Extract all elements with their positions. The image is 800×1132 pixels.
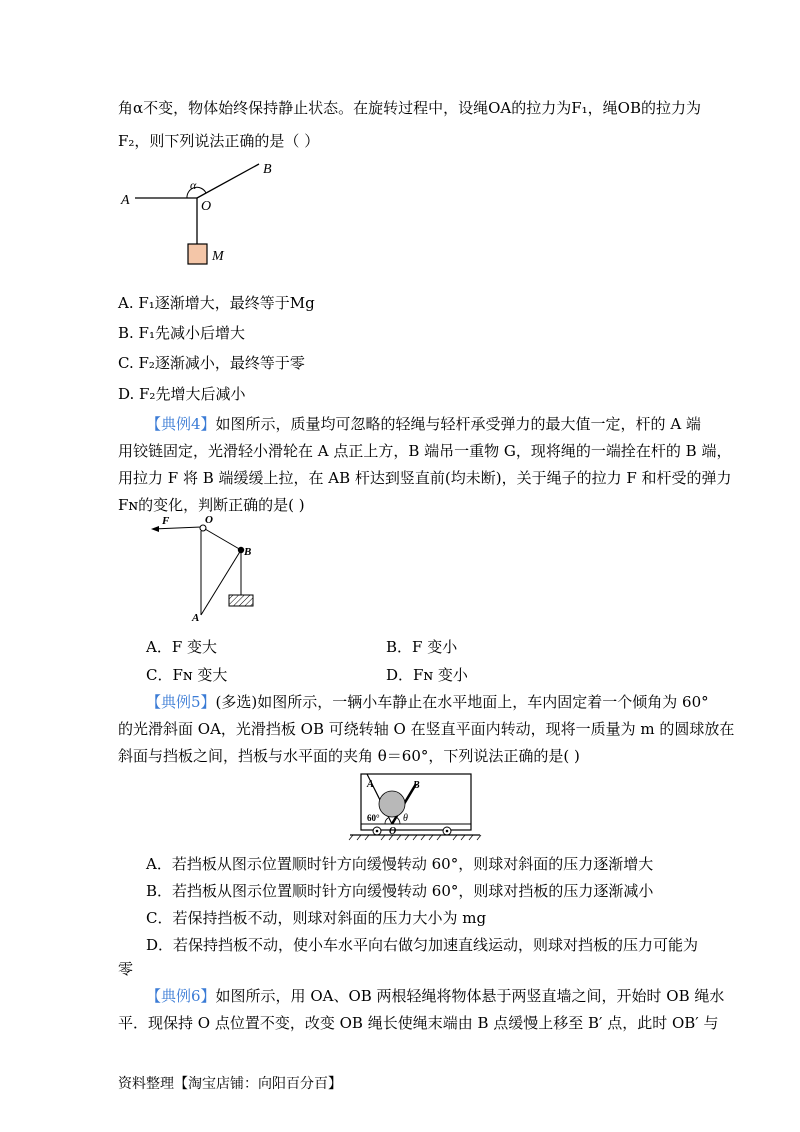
- q5-text-line2: 的光滑斜面 OA，光滑挡板 OB 可绕转轴 O 在竖直平面内转动，现将一质量为 m 的圆球放在: [118, 720, 735, 738]
- q4-option-c: C．Fɴ 变大: [146, 666, 228, 684]
- q5-tag: 【典例5】: [146, 693, 216, 711]
- q5-option-c: C．若保持挡板不动，则球对斜面的压力大小为 mg: [146, 909, 487, 927]
- q5-label-a: A: [367, 779, 374, 790]
- ball: [379, 791, 405, 817]
- q5-text-line3: 斜面与挡板之间，挡板与水平面的夹角 θ＝60°，下列说法正确的是( ): [118, 747, 580, 765]
- q4-text-line1: [146, 413, 701, 435]
- q4-option-d: D．Fɴ 变小: [386, 666, 468, 684]
- q5-option-d: D．若保持挡板不动，使小车水平向右做匀加速直线运动，则球对挡板的压力可能为: [146, 936, 699, 954]
- q4-label-o: O: [205, 514, 213, 526]
- q4-text-line2: 用铰链固定，光滑轻小滑轮在 A 点正上方，B 端吊一重物 G，现将绳的一端拴在杆的 B 端，: [118, 442, 732, 460]
- q5-label-o: O: [389, 826, 397, 837]
- q3-option-a: A. F₁逐渐增大，最终等于Mg: [118, 294, 315, 312]
- q6-tag: 【典例6】: [146, 987, 216, 1005]
- q5-option-b: B．若挡板从图示位置顺时针方向缓慢转动 60°，则球对挡板的压力逐渐减小: [146, 882, 654, 900]
- q3-option-b: B. F₁先减小后增大: [118, 324, 245, 342]
- q3-text-line2: F₂，则下列说法正确的是（ ）: [118, 132, 320, 150]
- q4-option-a: A．F 变大: [146, 638, 218, 656]
- q6-text-line1: [146, 985, 724, 1007]
- q5-label-angle: 60°: [367, 813, 380, 823]
- q4-label-f: F: [162, 515, 170, 527]
- q4-text-line1-body: 如图所示，质量均可忽略的轻绳与轻杆承受弹力的最大值一定，杆的 A 端: [215, 415, 701, 433]
- q5-figure: [345, 768, 485, 843]
- weight-g: [229, 595, 253, 606]
- q3-option-d: D. F₂先增大后减小: [118, 385, 246, 403]
- q5-text-line1: [146, 691, 709, 713]
- q4-option-b: B．F 变小: [386, 638, 458, 656]
- q3-label-alpha: α: [190, 178, 197, 192]
- q3-option-c: C. F₂逐渐减小，最终等于零: [118, 354, 305, 372]
- q6-text-line2: 平．现保持 O 点位置不变，改变 OB 绳长使绳末端由 B 点缓慢上移至 B′ 点，此时 OB′ 与: [118, 1014, 719, 1032]
- q5-label-b: B: [413, 780, 420, 791]
- q4-text-line3: 用拉力 F 将 B 端缓缓上拉，在 AB 杆达到竖直前(均未断)，关于绳子的拉力 F 和杆受的弹力: [118, 469, 732, 487]
- q4-label-a: A: [192, 612, 200, 624]
- q5-label-theta: θ: [403, 813, 408, 824]
- page-footer: 资料整理【淘宝店铺：向阳百分百】: [118, 1076, 342, 1092]
- q3-label-a: A: [121, 193, 130, 208]
- q3-figure: [115, 158, 315, 273]
- q3-label-m: M: [212, 249, 224, 264]
- q5-text-line1-body: (多选)如图所示，一辆小车静止在水平地面上，车内固定着一个倾角为 60°: [215, 693, 709, 711]
- q3-label-o: O: [201, 199, 212, 214]
- mass-block-m: [188, 244, 207, 264]
- q5-option-d-cont: 零: [118, 960, 134, 978]
- q4-tag: 【典例4】: [146, 415, 216, 433]
- q4-figure: [145, 513, 290, 625]
- q3-label-b: B: [263, 162, 272, 177]
- q4-label-b: B: [244, 546, 252, 558]
- q5-option-a: A．若挡板从图示位置顺时针方向缓慢转动 60°，则球对斜面的压力逐渐增大: [146, 855, 654, 873]
- q3-text-line1: 角α不变，物体始终保持静止状态。在旋转过程中，设绳OA的拉力为F₁，绳OB的拉力为: [118, 99, 702, 117]
- q6-text-line1-body: 如图所示，用 OA、OB 两根轻绳将物体悬于两竖直墙之间，开始时 OB 绳水: [215, 987, 725, 1005]
- q4-text-line4: Fɴ的变化，判断正确的是( ): [118, 496, 305, 514]
